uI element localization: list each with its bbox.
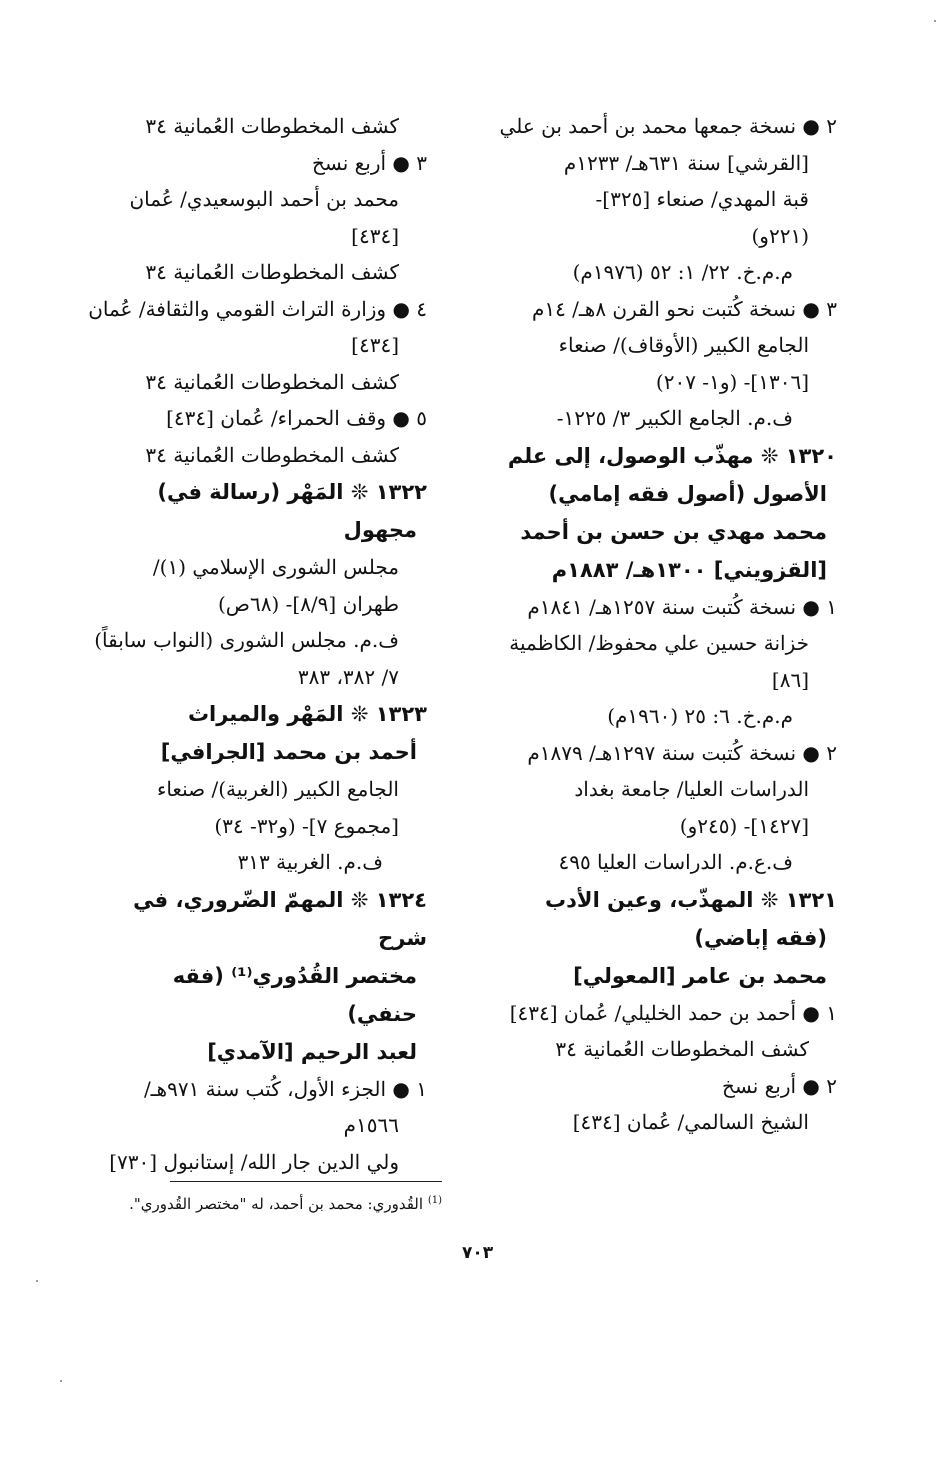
scan-speck — [934, 20, 936, 22]
entry-heading-line: ١٣٢٣ ❊ المَهْر والميراث — [187, 702, 427, 726]
left-column — [88, 108, 427, 1180]
entry-line: مجلس الشورى الإسلامي (١)/ — [152, 555, 399, 579]
entry-line: ٣ ● نسخة كُتبت نحو القرن ٨هـ/ ١٤م — [531, 296, 837, 321]
entry-heading-line: مجهول — [343, 518, 417, 542]
entry-line: ٢ ● نسخة جمعها محمد بن أحمد بن علي — [499, 114, 837, 138]
entry-line: خزانة حسين علي محفوظ/ الكاظمية — [509, 631, 809, 655]
entry-heading-line: ١٣٢٢ ❊ المَهْر (رسالة في) — [157, 480, 427, 504]
entry-line: ولي الدين جار الله/ إستانبول [٧٣٠] — [109, 1149, 399, 1174]
entry-line: الدراسات العليا/ جامعة بغداد — [574, 777, 809, 801]
entry-heading-line: محمد بن عامر [المعولي] — [573, 963, 827, 988]
footnote-marker: (1) — [427, 1195, 442, 1206]
footnote-text: القُدوري: محمد بن أحمد، له "مختصر القُدوري". — [129, 1195, 424, 1213]
entry-line: ف.م. الجامع الكبير ٣/ ١٢٢٥- — [556, 406, 793, 430]
entry-line: [٨٦] — [771, 667, 809, 692]
entry-line: كشف المخطوطات العُمانية ٣٤ — [145, 260, 399, 284]
entry-line: [١٣٠٦]- (و١- ٢٠٧) — [655, 369, 809, 394]
entry-line: ١ ● أحمد بن حمد الخليلي/ عُمان [٤٣٤] — [509, 1000, 837, 1025]
entry-heading-line: ١٣٢٠ ❊ مهذّب الوصول، إلى علم — [507, 443, 837, 468]
entry-heading-line: أحمد بن محمد [الجرافي] — [160, 740, 417, 764]
footnote — [129, 1195, 442, 1213]
entry-line: ١٥٦٦م — [343, 1113, 399, 1137]
entry-line: الجامع الكبير (الغربية)/ صنعاء — [156, 777, 399, 801]
footnote-divider — [170, 1181, 442, 1182]
entry-line: [٤٣٤] — [351, 223, 399, 248]
scan-speck — [60, 1380, 62, 1382]
entry-heading-line: (فقه إباضي) — [694, 925, 827, 950]
entry-heading-line: ١٣٢١ ❊ المهذّب، وعين الأدب — [545, 887, 837, 912]
entry-line: كشف المخطوطات العُمانية ٣٤ — [145, 369, 399, 394]
entry-line: ف.ع.م. الدراسات العليا ٤٩٥ — [558, 850, 793, 874]
entry-heading-line: [القزويني] ١٣٠٠هـ/ ١٨٨٣م — [551, 557, 827, 582]
entry-line: ف.م. الغربية ٣١٣ — [237, 850, 383, 874]
entry-line: ٢ ● أربع نسخ — [721, 1073, 837, 1098]
entry-line: الشيخ السالمي/ عُمان [٤٣٤] — [572, 1110, 809, 1134]
entry-line: ٤ ● وزارة التراث القومي والثقافة/ عُمان — [88, 296, 427, 321]
entry-line: ٢ ● نسخة كُتبت سنة ١٢٩٧هـ/ ١٨٧٩م — [527, 740, 837, 765]
entry-line: قبة المهدي/ صنعاء [٣٢٥]- — [595, 187, 809, 211]
entry-line: كشف المخطوطات العُمانية ٣٤ — [145, 442, 399, 467]
entry-line: [٤٣٤] — [351, 333, 399, 357]
page-number: ٧٠٣ — [462, 1243, 494, 1263]
entry-line: [١٤٢٧]- (٢٤٥و) — [679, 813, 809, 838]
entry-line: م.م.خ. ٢٢/ ١: ٥٢ (١٩٧٦م) — [572, 260, 793, 284]
entry-heading-line: لعبد الرحيم [الآمدي] — [207, 1039, 417, 1064]
entry-line: (٢٢١و) — [751, 223, 809, 248]
entry-line: ٣ ● أربع نسخ — [311, 150, 427, 175]
entry-line: ١ ● نسخة كُتبت سنة ١٢٥٧هـ/ ١٨٤١م — [527, 594, 837, 619]
entry-line: [مجموع ٧]- (و٣٢- ٣٤) — [214, 813, 399, 838]
entry-line: ١ ● الجزء الأول، كُتب سنة ٩٧١هـ/ — [143, 1076, 427, 1101]
entry-line: طهران [٨/٩]- (٦٨ص) — [217, 591, 399, 616]
entry-line: محمد بن أحمد البوسعيدي/ عُمان — [129, 187, 399, 211]
scan-speck — [36, 1280, 38, 1282]
entry-line: ٥ ● وقف الحمراء/ عُمان [٤٣٤] — [166, 406, 427, 430]
entry-line: الجامع الكبير (الأوقاف)/ صنعاء — [558, 333, 809, 357]
entry-line: كشف المخطوطات العُمانية ٣٤ — [145, 114, 399, 138]
entry-heading-line: مختصر القُدُوري⁽¹⁾ (فقه حنفي) — [172, 963, 417, 1026]
entry-line: ٧/ ٣٨٢، ٣٨٣ — [297, 664, 399, 689]
entry-line: م.م.خ. ٦: ٢٥ (١٩٦٠م) — [607, 704, 793, 728]
entry-line: [القرشي] سنة ٦٣١هـ/ ١٢٣٣م — [563, 150, 809, 175]
entry-line: ف.م. مجلس الشورى (النواب سابقاً) — [94, 628, 399, 652]
entry-heading-line: الأصول (أصول فقه إمامي) — [548, 481, 827, 506]
entry-line: كشف المخطوطات العُمانية ٣٤ — [555, 1037, 809, 1061]
right-column — [499, 108, 837, 1141]
entry-heading-line: محمد مهدي بن حسن بن أحمد — [520, 519, 827, 544]
entry-heading-line: ١٣٢٤ ❊ المهمّ الضّروري، في شرح — [133, 887, 427, 950]
